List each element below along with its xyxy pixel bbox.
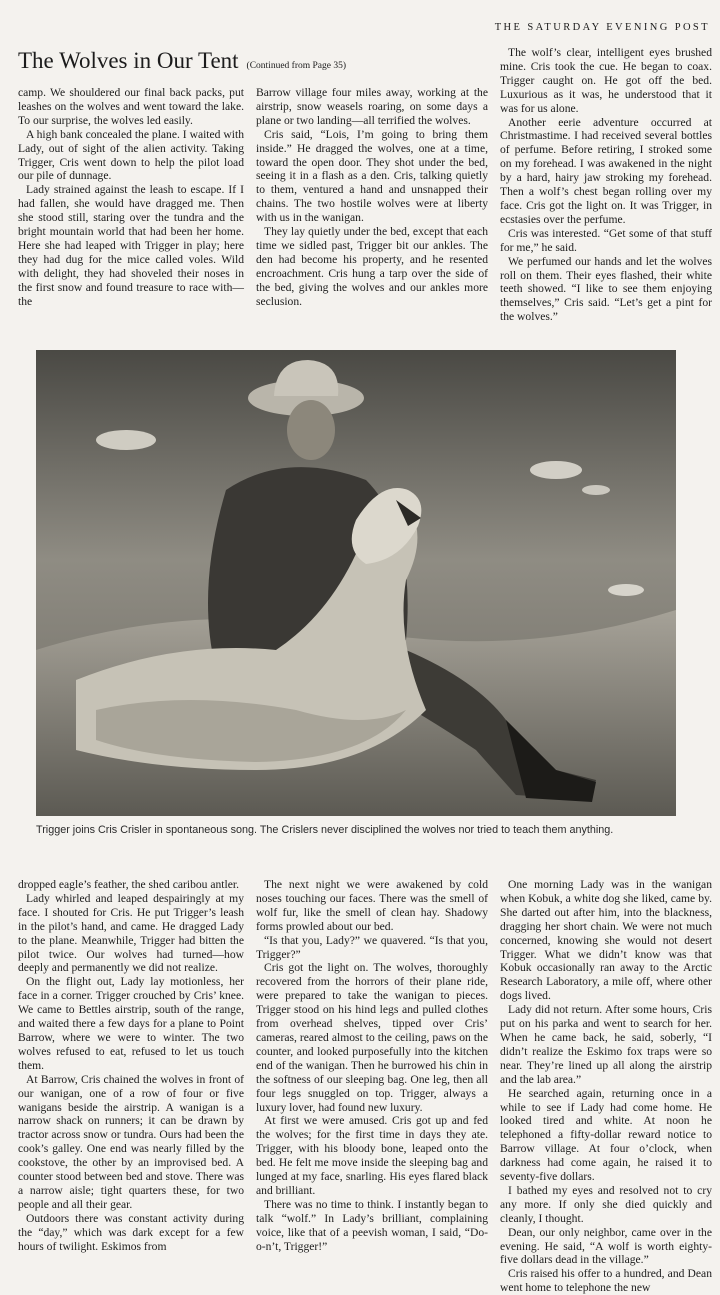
paragraph: Lady strained against the leash to escape. If I had fallen, she would have dragged me. Then she stood still, staring over the tundra and the bright mountain world that had been her home. Here she had leaped with Trigger in play; here they had dug for the mice called voles. Wild with delight, they had shoveled their noses in the first snow and found treasure to race with—the bbox=[18, 183, 244, 308]
top-column-3 bbox=[500, 46, 712, 324]
paragraph: One morning Lady was in the wanigan when Kobuk, a white dog she liked, came by. She darted out after him, into the blackness, dragging her short chain. We were not much concerned, knowing she would not desert Trigger. What we didn’t know was that Kobuk occasionally ran away to the Arctic Research Laboratory, a mile off, where other dogs lived. bbox=[500, 878, 712, 1003]
headline-block bbox=[18, 48, 494, 74]
photo-caption: Trigger joins Cris Crisler in spontaneous song. The Crislers never disciplined the wolves nor tried to teach them anything. bbox=[36, 824, 614, 836]
paragraph: “Is that you, Lady?” we quavered. “Is that you, Trigger?” bbox=[256, 933, 488, 961]
paragraph: They lay quietly under the bed, except that each time we sidled past, Trigger bit our ankles. The den had become his property, and he resented encroachment. Cris hung a tarp over the side of the bed, giving the wolves and our ankles more seclusion. bbox=[256, 225, 488, 308]
bottom-column-3 bbox=[500, 878, 712, 1295]
magazine-masthead: THE SATURDAY EVENING POST bbox=[494, 22, 710, 33]
paragraph: There was no time to think. I instantly began to talk “wolf.” In Lady’s brilliant, complaining voice, like that of a peevish woman, I said, “Do-o-n’t, Trigger!” bbox=[256, 1197, 488, 1253]
article-headline: The Wolves in Our Tent bbox=[18, 48, 239, 73]
paragraph: A high bank concealed the plane. I waited with Lady, out of sight of the alien activity. Taking Trigger, Cris went down to help the pilot load our pile of dunnage. bbox=[18, 127, 244, 183]
paragraph: Barrow village four miles away, working at the airstrip, snow weasels roaring, on some days a plane or two landing—all terrified the wolves. bbox=[256, 86, 488, 127]
paragraph: Dean, our only neighbor, came over in the evening. He said, “A wolf is worth eighty-five dollars dead in the village.” bbox=[500, 1225, 712, 1267]
paragraph: Cris got the light on. The wolves, thoroughly recovered from the horrors of their plane ride, were prepared to take the wanigan to pieces. Trigger stood on his hind legs and pulled clothes from overhead shelves, tipped over Cris’ cameras, reared almost to the ceiling, paws on the counter, and looked purposefully into the kitchen end of the wanigan. Then he burrowed his chin in the softness of our sleeping bag. One leg, then all four legs snuggled on top. Trigger, always a luxury lover, had found new luxury. bbox=[256, 961, 488, 1114]
paragraph: At first we were amused. Cris got up and fed the wolves; for the first time in days they ate. Trigger, with his bloody bone, leaped onto the bed. He felt me move inside the sleeping bag and lunged at my face, snarling. His eyes flared black and brilliant. bbox=[256, 1114, 488, 1197]
top-column-2 bbox=[256, 86, 488, 314]
paragraph: dropped eagle’s feather, the shed caribou antler. bbox=[18, 878, 240, 891]
bottom-column-2 bbox=[256, 878, 488, 1283]
paragraph: We perfumed our hands and let the wolves roll on them. Their eyes flashed, their white teeth showed. “I like to see them enjoying themselves,” Cris said. “Let’s get a pint for the wolves.” bbox=[500, 254, 712, 324]
paragraph: He searched again, returning once in a while to see if Lady had come home. He looked tired and white. At noon he telephoned a fifty-dollar reward notice to Barrow village. At four o’clock, when darkness had come again, he raised it to seventy-five dollars. bbox=[500, 1086, 712, 1184]
paragraph: camp. We shouldered our final back packs, put leashes on the wolves and went toward the lake. To our surprise, the wolves led easily. bbox=[18, 86, 244, 127]
bottom-column-1 bbox=[18, 878, 244, 1283]
paragraph: I bathed my eyes and resolved not to cry any more. If only she died quickly and cleanly, I thought. bbox=[500, 1183, 712, 1225]
paragraph: The next night we were awakened by cold noses touching our faces. There was the smell of wolf fur, like the smell of clean hay. Shadowy forms prowled about our bed. bbox=[256, 878, 488, 933]
paragraph: Cris raised his offer to a hundred, and Dean went home to telephone the new bbox=[500, 1267, 712, 1295]
paragraph: Cris said, “Lois, I’m going to bring them inside.” He dragged the wolves, one at a time, toward the open door. They shot under the bed, seeing it in a flash as a den. Cris, talking quietly to them, ventured a hand and unsnapped their chains. The two hostile wolves were at liberty with us in the wanigan. bbox=[256, 127, 488, 225]
paragraph: The wolf’s clear, intelligent eyes brushed mine. Cris took the cue. He began to coax. Trigger caught on. He got off the bed. Luxurious as it was, he understood that it was for us alone. bbox=[500, 46, 712, 115]
paragraph: Cris was interested. “Get some of that stuff for me,” he said. bbox=[500, 226, 712, 254]
paragraph: Outdoors there was constant activity during the “day,” which was dark except for a few hours of twilight. Eskimos from bbox=[18, 1211, 244, 1253]
top-column-1 bbox=[18, 86, 244, 314]
photo-man-with-wolf bbox=[36, 350, 676, 816]
paragraph: Lady did not return. After some hours, Cris put on his parka and went to search for her. When he came back, he said, soberly, “I didn’t realize the Eskimo fox traps were so near. They’re lined up all along the airstrip and the lab area.” bbox=[500, 1003, 712, 1086]
paragraph: At Barrow, Cris chained the wolves in front of our wanigan, one of a row of four or five wanigans beside the airstrip. A wanigan is a narrow shack on runners; it can be drawn by tractor across snow or tundra. Ours had been the cook’s galley. One end was nearly filled by the cookstove, the other by an improvised bed. A counter stood between bed and stove. There was a narrow aisle; tight quarters these, for two people and all their gear. bbox=[18, 1072, 244, 1211]
paragraph: On the flight out, Lady lay motionless, her face in a corner. Trigger crouched by Cris’ knee. We came to Bettles airstrip, south of the range, and waited there a few days for a plane to Point Barrow, where we were to winter. The two wolves refused to eat, refused to let us touch them. bbox=[18, 975, 244, 1072]
paragraph: Another eerie adventure occurred at Christmastime. I had received several bottles of perfume. Before retiring, I stroked some on my forehead. I was awakened in the night by a hard, hairy jaw stroking my forehead. Then a wolf’s chest began rolling over my face. Cris got the light on. It was Trigger, in ecstasies over the perfume. bbox=[500, 115, 712, 226]
paragraph: Lady whirled and leaped despairingly at my face. I shouted for Cris. He put Trigger’s leash in the pilot’s hand, and came. He dragged Lady to the plane. Meanwhile, Trigger had bitten the pilot twice. Our wolves had turned—how deeply and permanently we did not realize. bbox=[18, 891, 244, 975]
continued-note: (Continued from Page 35) bbox=[246, 61, 347, 71]
